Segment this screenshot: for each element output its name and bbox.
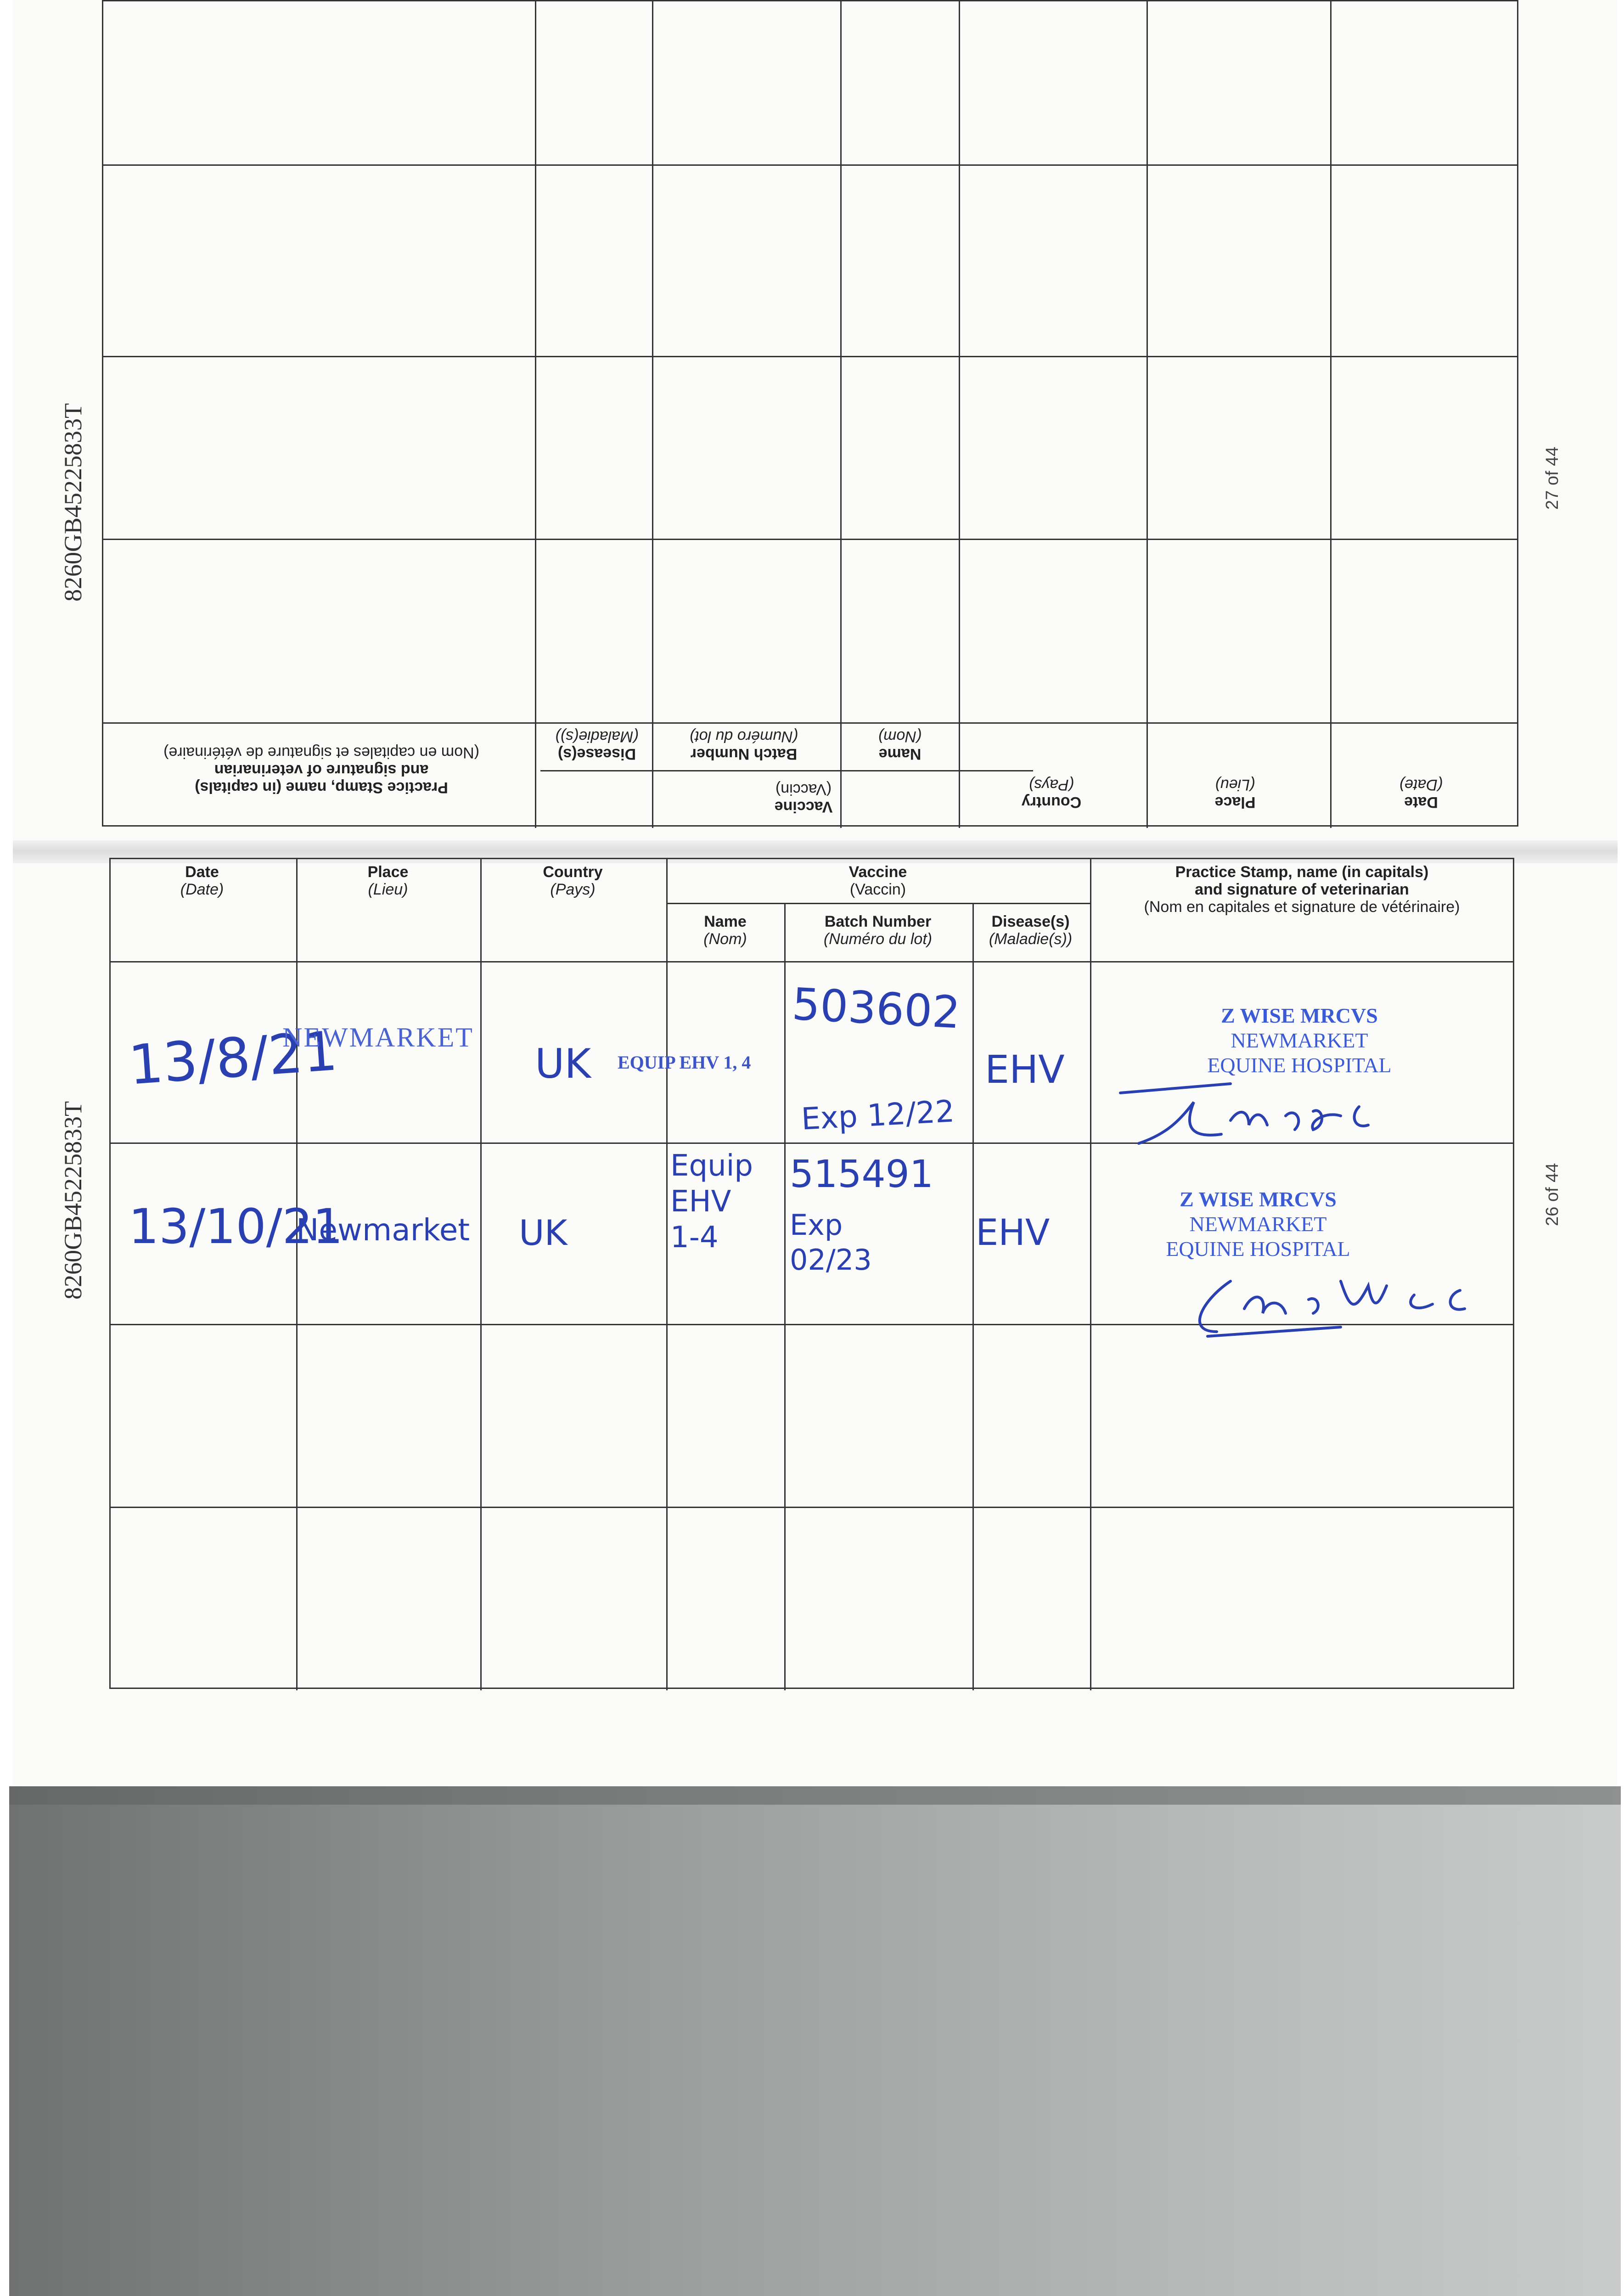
entry-2-vaccine-name: [670, 1148, 753, 1255]
stamp-line: Z WISE MRCVS: [1221, 1004, 1378, 1027]
entry-2-place: Newmarket: [296, 1212, 470, 1248]
entry-2-batch-expiry: [790, 1208, 872, 1277]
entry-2-country: UK: [519, 1212, 568, 1253]
upper-header-place: Place (Lieu): [1214, 776, 1256, 811]
page-number-top: 27 of 44: [1543, 446, 1562, 510]
name-line: Equip: [670, 1149, 753, 1183]
entry-1-place: NEWMARKET: [282, 1022, 474, 1052]
entry-1-vaccine-name: EQUIP EHV 1, 4: [618, 1052, 751, 1073]
header-date: Date (Date): [180, 863, 224, 898]
expiry-line: 02/23: [790, 1243, 872, 1277]
stamp-line: NEWMARKET: [1231, 1029, 1368, 1052]
upper-header-date: Date (Date): [1399, 776, 1443, 811]
entry-2-batch: 515491: [790, 1153, 934, 1196]
upper-vaccination-table: [102, 0, 1518, 827]
entry-1-disease: EHV: [985, 1047, 1065, 1092]
header-stamp: Practice Stamp, name (in capitals) and signature of veterinarian (Nom en capitales et signature de vétérinaire): [1144, 863, 1460, 916]
entry-2-date: 13/10/21: [129, 1199, 343, 1255]
page-number-bottom: 26 of 44: [1543, 1163, 1562, 1226]
stamp-line: EQUINE HOSPITAL: [1207, 1053, 1392, 1077]
entry-2-signature: [1175, 1240, 1497, 1350]
upper-header-batch: Batch Number (Numéro du lot): [689, 728, 798, 763]
entry-1-batch: 503602: [791, 978, 962, 1039]
header-batch: Batch Number (Numéro du lot): [823, 913, 933, 948]
serial-number-top: 8260GB45225833T: [59, 403, 87, 602]
header-name: Name (Nom): [703, 913, 747, 948]
header-vaccine: Vaccine (Vaccin): [849, 863, 907, 898]
upper-header-name: Name (Nom): [878, 728, 922, 763]
serial-number-bottom: 8260GB45225833T: [59, 1101, 87, 1300]
name-line: 1-4: [670, 1221, 719, 1255]
entry-1-batch-expiry: Exp 12/22: [800, 1093, 955, 1137]
upper-header-stamp: Practice Stamp, name (in capitals) and signature of veterinarian (Nom en capitales et signature de vétérinaire): [163, 744, 479, 796]
header-country: Country (Pays): [543, 863, 603, 898]
stamp-line: NEWMARKET: [1189, 1212, 1327, 1236]
stamp-line: Z WISE MRCVS: [1180, 1187, 1337, 1211]
expiry-line: Exp: [790, 1208, 843, 1242]
entry-1-country: UK: [535, 1040, 591, 1087]
entry-2-disease: EHV: [976, 1212, 1050, 1254]
entry-1-signature: [1111, 1065, 1442, 1157]
header-place: Place (Lieu): [367, 863, 409, 898]
name-line: EHV: [670, 1185, 731, 1219]
upper-header-disease: Disease(s) (Maladie(s)): [555, 728, 639, 763]
passport-cover-flap: [9, 1786, 1621, 2296]
upper-header-vaccine: Vaccine (Vaccin): [774, 781, 833, 816]
stamp-line: EQUINE HOSPITAL: [1166, 1237, 1350, 1261]
header-disease: Disease(s) (Maladie(s)): [989, 913, 1073, 948]
upper-header-country: Country (Pays): [1021, 776, 1082, 811]
cover-edge: [9, 1786, 1621, 1805]
entry-1-date: 13/8/21: [126, 1019, 340, 1097]
